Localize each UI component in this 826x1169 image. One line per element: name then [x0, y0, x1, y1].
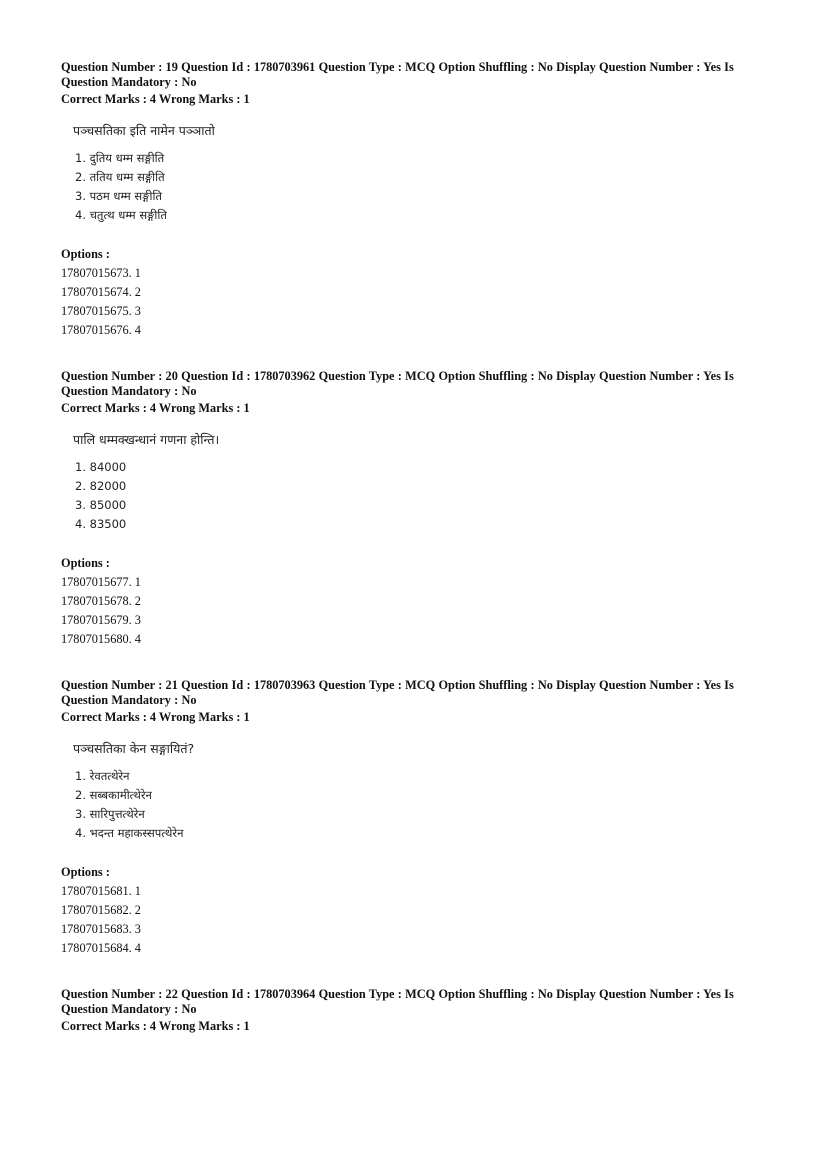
choice-list	[75, 149, 761, 225]
question-header: Question Number : 22 Question Id : 1780703964 Question Type : MCQ Option Shuffling : No Display Question Number : Yes Is Question Mandatory : No	[61, 987, 734, 1016]
option-row: 17807015673. 1	[61, 265, 141, 280]
choice-list	[75, 767, 761, 843]
question-marks: Correct Marks : 4 Wrong Marks : 1	[61, 710, 250, 724]
question-header: Question Number : 21 Question Id : 1780703963 Question Type : MCQ Option Shuffling : No Display Question Number : Yes Is Question Mandatory : No	[61, 678, 734, 707]
choice-item: 3. 85000	[75, 497, 127, 512]
choice-item: 4. भदन्त महाकस्सपत्थेरेन	[75, 825, 184, 840]
option-row: 17807015676. 4	[61, 322, 141, 337]
question-block-22	[61, 987, 761, 1034]
choice-item: 3. सारिपुत्तत्थेरेन	[75, 806, 145, 821]
question-marks: Correct Marks : 4 Wrong Marks : 1	[61, 1019, 250, 1033]
choice-item: 1. 84000	[75, 459, 127, 474]
option-row: 17807015683. 3	[61, 921, 141, 936]
choice-item: 1. दुतिय धम्म सङ्गीति	[75, 150, 165, 165]
option-list	[61, 264, 761, 340]
question-marks: Correct Marks : 4 Wrong Marks : 1	[61, 401, 250, 415]
options-label: Options :	[61, 555, 110, 570]
choice-item: 2. 82000	[75, 478, 127, 493]
choice-item: 1. रेवतत्थेरेन	[75, 768, 130, 783]
question-header: Question Number : 19 Question Id : 1780703961 Question Type : MCQ Option Shuffling : No Display Question Number : Yes Is Question Mandatory : No	[61, 60, 734, 89]
question-marks: Correct Marks : 4 Wrong Marks : 1	[61, 92, 250, 106]
question-text: पञ्चसतिका इति नामेन पञ्ञातो	[73, 122, 215, 138]
option-row: 17807015684. 4	[61, 940, 141, 955]
option-row: 17807015679. 3	[61, 612, 141, 627]
choice-list	[75, 458, 761, 534]
options-label: Options :	[61, 246, 110, 261]
option-row: 17807015682. 2	[61, 902, 141, 917]
options-label: Options :	[61, 864, 110, 879]
choice-item: 3. पठम धम्म सङ्गीति	[75, 188, 162, 203]
option-row: 17807015681. 1	[61, 883, 141, 898]
option-row: 17807015678. 2	[61, 593, 141, 608]
option-row: 17807015675. 3	[61, 303, 141, 318]
question-text: पञ्चसतिका केन सङ्गायितं?	[73, 740, 195, 756]
question-block-20	[61, 369, 761, 649]
choice-item: 2. ततिय धम्म सङ्गीति	[75, 169, 165, 184]
option-row: 17807015677. 1	[61, 574, 141, 589]
question-header: Question Number : 20 Question Id : 1780703962 Question Type : MCQ Option Shuffling : No Display Question Number : Yes Is Question Mandatory : No	[61, 369, 734, 398]
question-block-21	[61, 678, 761, 958]
choice-item: 4. 83500	[75, 516, 127, 531]
question-block-19	[61, 60, 761, 340]
choice-item: 4. चतुत्थ धम्म सङ्गीति	[75, 207, 167, 222]
question-text: पालि धम्मक्खन्धानं गणना होन्ति।	[73, 431, 220, 447]
option-row: 17807015680. 4	[61, 631, 141, 646]
option-row: 17807015674. 2	[61, 284, 141, 299]
option-list	[61, 882, 761, 958]
choice-item: 2. सब्बकामीत्थेरेन	[75, 787, 152, 802]
option-list	[61, 573, 761, 649]
